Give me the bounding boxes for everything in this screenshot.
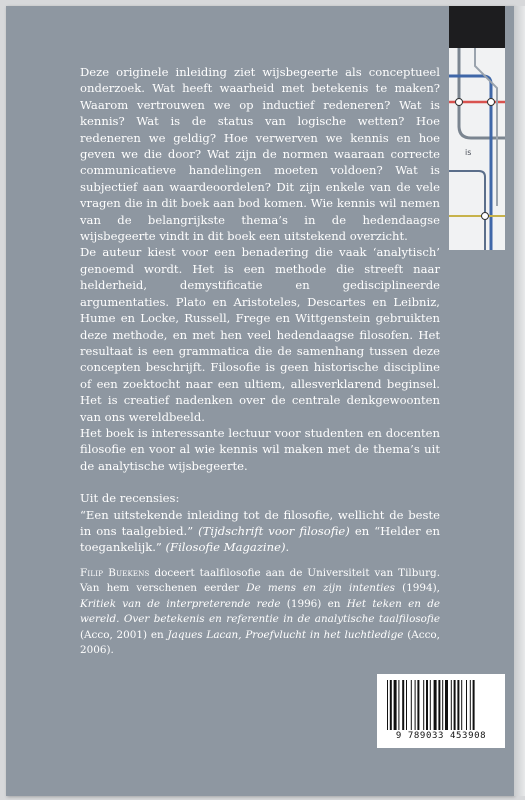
author-name: Filip Buekens — [80, 567, 150, 579]
page-edges — [514, 6, 525, 796]
work-title: Jaques Lacan, Proefvlucht in het luchtledige — [167, 628, 404, 641]
blurb-paragraph-1: Deze originele inleiding ziet wijsbegeerte als conceptueel onderzoek. Wat heeft waarheid met betekenis te maken? Waarom vertrouwen we op inductief redeneren? Wat is kennis? Wat is de status van logische wetten? Hoe redeneren we geldig? Hoe verwerven we kennis en hoe geven we die door? Wat zijn de normen waaraan correcte communicatieve handelingen moeten voldoen? Wat is subjectief aan waardeoordelen? Dit zijn enkele van de vele vragen die in dit boek aan bod komen. Wie kennis wil nemen van de belangrijkste thema’s in de hedendaagse wijsbegeerte vindt in dit boek een uitstekend overzicht. — [80, 65, 440, 244]
transit-map-thumbnail — [449, 6, 505, 250]
reviews-heading: Uit de recensies: — [80, 491, 180, 506]
review-quote-1: “Een uitstekende inleiding tot de filosofie, wellicht de beste in ons taalgebied.” — [80, 507, 440, 538]
review-quote-2: en “Helder en toegankelijk.” — [80, 523, 440, 555]
isbn-number: 9 789033 453908 — [395, 731, 487, 741]
author-bio: Filip Buekens doceert taalfilosofie aan de Universiteit van Tilburg. Van hem verschenen eerder De mens en zijn intenties (1994), Kritiek van de interpreterende rede (1996) en Het teken en de wereld. Over betekenis en referentie in de analytische taalfilosofie (Acco, 2001) en Jaques Lacan, Proefvlucht in het luchtledige (Acco, 2006). — [80, 567, 441, 657]
isbn-barcode — [377, 674, 505, 748]
work-title: Het teken en de wereld. Over betekenis en referentie in de analytische taalfilosofie — [80, 597, 440, 626]
blurb-text — [80, 64, 440, 556]
barcode-bars — [385, 680, 497, 730]
work-title: De mens en zijn intenties — [246, 582, 395, 595]
blurb-paragraph-3: Het boek is interessante lectuur voor studenten en docenten filosofie en voor al wie kennis wil maken met de thema’s uit de analytische wijsbegeerte. — [80, 425, 440, 473]
map-lines — [449, 6, 505, 250]
review-source-2: (Filosofie Magazine) — [165, 540, 286, 555]
review-source-1: (Tijdschrift voor filosofie) — [198, 523, 350, 538]
blurb-paragraph-2: De auteur kiest voor een benadering die vaak ‘analytisch’ genoemd wordt. Het is een methode die streeft naar helderheid, demystificatie en gedisciplineerde argumentaties. Plato en Aristoteles, Descartes en Leibniz, Hume en Locke, Russell, Frege en Wittgenstein gebruikten deze methode, en met hen veel hedendaagse filosofen. Het resultaat is een grammatica die de samenhang tussen deze concepten beschrijft. Filosofie is geen historische discipline of een zoektocht naar een ultiem, allesverklarend beginsel. Het is creatief nadenken over de centrale denkgewoonten van ons wereldbeeld. — [80, 245, 440, 424]
work-title: Kritiek van de interpreterende rede — [80, 597, 281, 610]
map-label: is — [465, 148, 472, 157]
reviews-quotes: “Een uitstekende inleiding tot de filosofie, wellicht de beste in ons taalgebied.” (Tijdschrift voor filosofie) en “Helder en toegankelijk.” (Filosofie Magazine). — [80, 507, 440, 555]
